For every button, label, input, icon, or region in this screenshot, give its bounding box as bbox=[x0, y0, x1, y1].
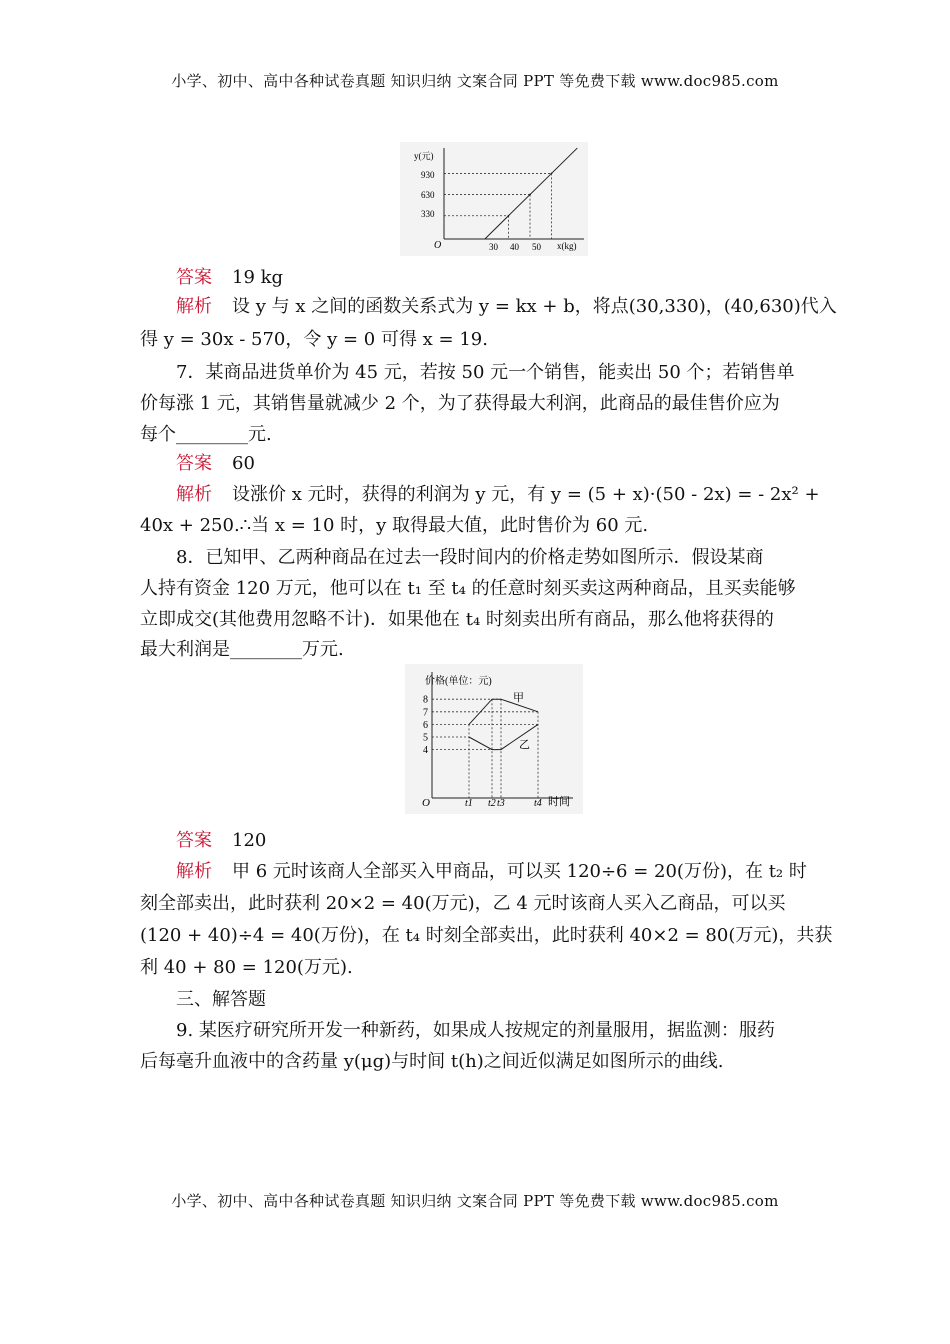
analysis-label: 解析 bbox=[176, 861, 212, 882]
fig2-origin: O bbox=[422, 797, 430, 809]
fig2-ytick: 8 bbox=[423, 694, 428, 706]
fig2-ytick: 5 bbox=[423, 732, 428, 744]
q6-analysis-line1 bbox=[176, 292, 837, 321]
page-header: 小学、初中、高中各种试卷真题 知识归纳 文案合同 PPT 等免费下载 www.doc985.com bbox=[171, 72, 779, 90]
figure-price-trend bbox=[405, 664, 583, 814]
fig2-ytick: 7 bbox=[423, 707, 428, 719]
fig2-xtick: t2 bbox=[488, 798, 496, 809]
analysis-text: 甲 6 元时该商人全部买入甲商品，可以买 120÷6 = 20(万份)，在 t₂ 时 bbox=[232, 861, 807, 882]
page-footer: 小学、初中、高中各种试卷真题 知识归纳 文案合同 PPT 等免费下载 www.doc985.com bbox=[171, 1192, 779, 1210]
fig1-ytick: 330 bbox=[421, 209, 435, 219]
fig1-point bbox=[529, 194, 531, 196]
q7-line2: 价每涨 1 元，其销售量就减少 2 个，为了获得最大利润，此商品的最佳售价应为 bbox=[140, 393, 780, 414]
fig2-xtick: t1 bbox=[465, 798, 473, 809]
q7-analysis-line2: 40x + 250.∴当 x = 10 时，y 取得最大值，此时售价为 60 元. bbox=[140, 515, 649, 536]
q6-analysis-line2: 得 y = 30x - 570，令 y = 0 可得 x = 19. bbox=[140, 329, 488, 350]
fig2-ytick: 4 bbox=[423, 745, 428, 757]
answer-value: 120 bbox=[232, 830, 267, 851]
answer-value: 19 kg bbox=[232, 267, 284, 288]
section-title: 三、解答题 bbox=[176, 989, 266, 1010]
fig1-origin: O bbox=[434, 240, 442, 251]
q8-line4: 最大利润是________万元. bbox=[140, 639, 344, 660]
fig2-xtick: t3 bbox=[497, 798, 505, 809]
answer-label: 答案 bbox=[176, 830, 212, 851]
fig1-ytick: 630 bbox=[421, 190, 435, 200]
fig1-xlabel: x(kg) bbox=[557, 241, 577, 251]
fig2-xtick: t4 bbox=[534, 798, 542, 809]
fig1-ytick: 930 bbox=[421, 170, 435, 180]
q8-answer bbox=[176, 826, 812, 855]
fig1-point bbox=[551, 173, 553, 175]
fig2-ylabel: 价格(单位：元) bbox=[425, 676, 492, 687]
q7-analysis-line1 bbox=[176, 480, 820, 509]
fig1-ylabel: y(元) bbox=[414, 151, 434, 161]
q7-line1: 7．某商品进货单价为 45 元，若按 50 元一个销售，能卖出 50 个；若销售单 bbox=[176, 362, 795, 383]
q8-line3: 立即成交(其他费用忽略不计)．如果他在 t₄ 时刻卖出所有商品，那么他将获得的 bbox=[140, 609, 774, 630]
fig2-series-label: 乙 bbox=[519, 739, 530, 751]
fig2-series-label: 甲 bbox=[513, 692, 524, 704]
q8-analysis-line3: (120 + 40)÷4 = 40(万份)，在 t₄ 时刻全部卖出，此时获利 40×2 = 80(万元)，共获 bbox=[140, 925, 833, 946]
answer-label: 答案 bbox=[176, 453, 212, 474]
q8-analysis-line2: 刻全部卖出，此时获利 20×2 = 40(万元)，乙 4 元时该商人买入乙商品，可以买 bbox=[140, 893, 786, 914]
q6-answer bbox=[176, 263, 812, 292]
fig2-ytick: 6 bbox=[423, 719, 428, 731]
answer-label: 答案 bbox=[176, 267, 212, 288]
q8-analysis-line4: 利 40 + 80 = 120(万元). bbox=[140, 957, 353, 978]
q7-answer bbox=[176, 449, 812, 478]
q8-line1: 8．已知甲、乙两种商品在过去一段时间内的价格走势如图所示．假设某商 bbox=[176, 547, 764, 568]
answer-value: 60 bbox=[232, 453, 255, 474]
fig1-point bbox=[508, 215, 510, 217]
analysis-text: 设 y 与 x 之间的函数关系式为 y = kx + b，将点(30,330)，(40,630)代入 bbox=[232, 296, 837, 317]
analysis-label: 解析 bbox=[176, 484, 212, 505]
q8-analysis-line1 bbox=[176, 857, 812, 886]
fig2-xlabel: 时间 bbox=[548, 796, 570, 808]
analysis-label: 解析 bbox=[176, 296, 212, 317]
fig1-xtick: 30 bbox=[489, 242, 498, 252]
fig1-xtick: 40 bbox=[510, 242, 519, 252]
q9-line2: 后每毫升血液中的含药量 y(μg)与时间 t(h)之间近似满足如图所示的曲线. bbox=[140, 1051, 724, 1072]
q7-line3: 每个________元. bbox=[140, 424, 272, 445]
figure-price-weight bbox=[400, 142, 588, 256]
analysis-text: 设涨价 x 元时，获得的利润为 y 元，有 y = (5 + x)·(50 - 2x) = - 2x² + bbox=[232, 484, 820, 505]
q8-line2: 人持有资金 120 万元，他可以在 t₁ 至 t₄ 的任意时刻买卖这两种商品，且买卖能够 bbox=[140, 578, 796, 599]
q9-line1: 9. 某医疗研究所开发一种新药，如果成人按规定的剂量服用，据监测：服药 bbox=[176, 1020, 775, 1041]
fig1-xtick: 50 bbox=[532, 242, 541, 252]
